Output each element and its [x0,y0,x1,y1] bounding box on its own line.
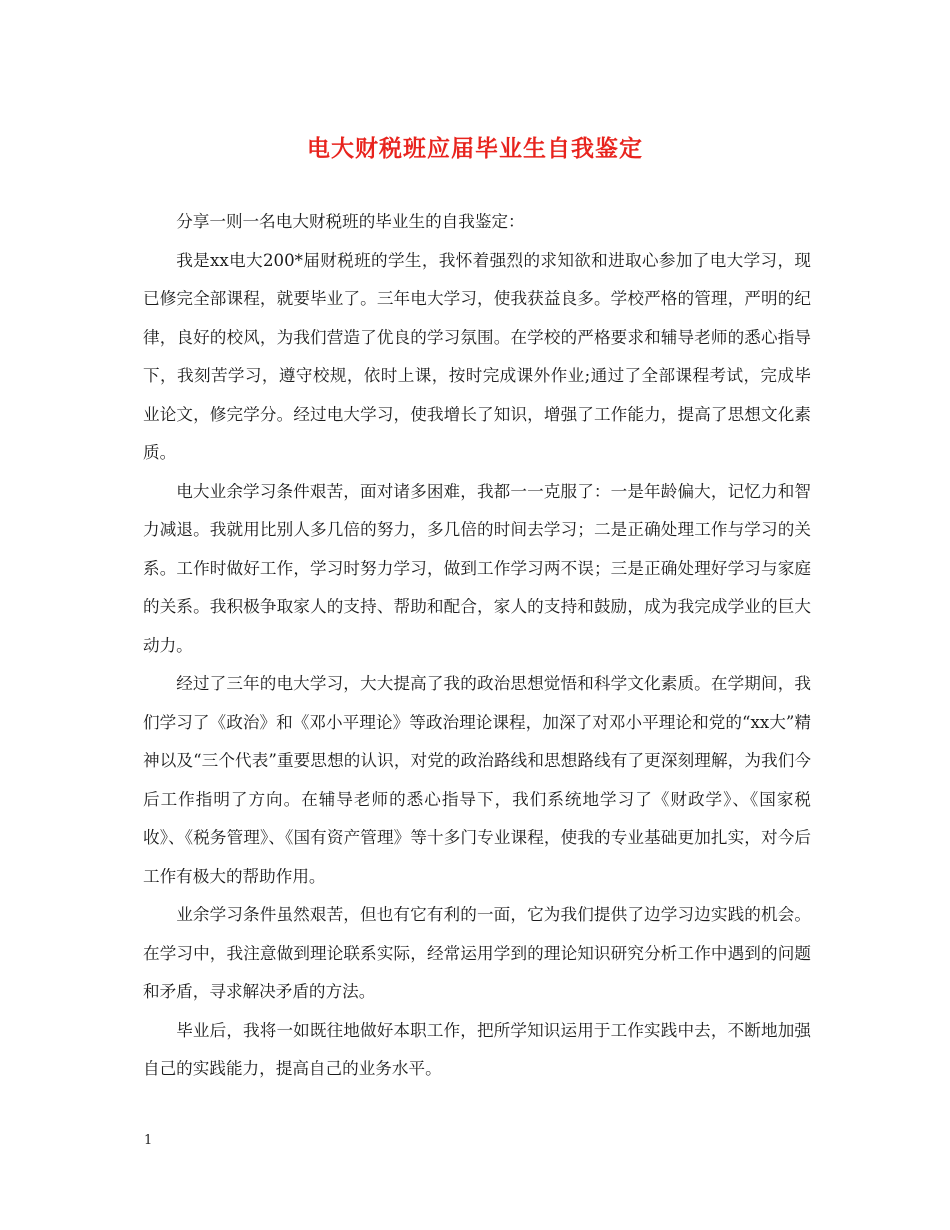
paragraph-study-background: 我是xx电大200*届财税班的学生，我怀着强烈的求知欲和进取心参加了电大学习，现已修完全部课程，就要毕业了。三年电大学习，使我获益良多。学校严格的管理，严明的纪律，良好的校风，为我们营造了优良的学习氛围。在学校的严格要求和辅导老师的悉心指导下，我刻苦学习，遵守校规，依时上课，按时完成课外作业;通过了全部课程考试，完成毕业论文，修完学分。经过电大学习，使我增长了知识，增强了工作能力，提高了思想文化素质。 [143,250,811,462]
paragraph-future: 毕业后，我将一如既往地做好本职工作，把所学知识运用于工作实践中去，不断地加强自己的实践能力，提高自己的业务水平。 [143,1020,811,1078]
paragraph-practice: 业余学习条件虽然艰苦，但也有它有利的一面，它为我们提供了边学习边实践的机会。在学习中，我注意做到理论联系实际，经常运用学到的理论知识研究分析工作中遇到的问题和矛盾，寻求解决矛盾的方法。 [143,905,811,1001]
page-number: 1 [144,1133,153,1148]
paragraph-intro: 分享一则一名电大财税班的毕业生的自我鉴定： [176,212,525,231]
paragraph-difficulties: 电大业余学习条件艰苦，面对诸多困难，我都一一克服了：一是年龄偏大，记忆力和智力减退。我就用比别人多几倍的努力，多几倍的时间去学习；二是正确处理工作与学习的关系。工作时做好工作，学习时努力学习，做到工作学习两不误；三是正确处理好学习与家庭的关系。我积极争取家人的支持、帮助和配合，家人的支持和鼓励，成为我完成学业的巨大动力。 [143,481,811,655]
document-title: 电大财税班应届毕业生自我鉴定 [307,135,643,162]
paragraph-achievements: 经过了三年的电大学习，大大提高了我的政治思想觉悟和科学文化素质。在学期间，我们学习了《政治》和《邓小平理论》等政治理论课程，加深了对邓小平理论和党的“xx大”精神以及“三个代表”重要思想的认识，对党的政治路线和思想路线有了更深刻理解，为我们今后工作指明了方向。在辅导老师的悉心指导下，我们系统地学习了《财政学》、《国家税收》、《税务管理》、《国有资产管理》等十多门专业课程，使我的专业基础更加扎实，对今后工作有极大的帮助作用。 [143,674,811,886]
document-body [143,203,811,1089]
